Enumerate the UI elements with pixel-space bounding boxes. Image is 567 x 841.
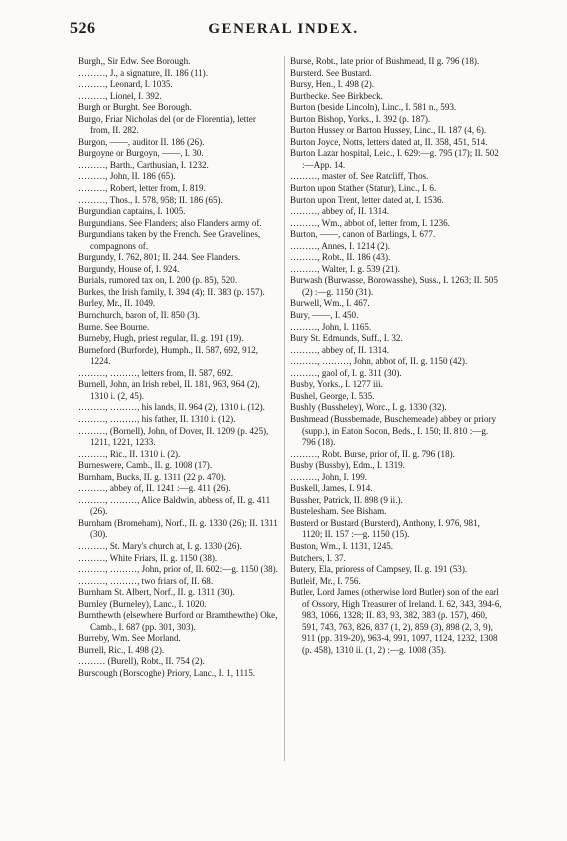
index-entry: ………, ………, two friars of, II. 68. bbox=[78, 575, 214, 586]
index-entry: Burgundy, I. 762, 801; II. 244. See Flanders. bbox=[78, 252, 241, 263]
column-divider bbox=[284, 56, 285, 761]
index-entry: Burrell, Ric., I. 498 (2). bbox=[78, 644, 165, 655]
index-entry: Burnham St. Albert, Norf., II. g. 1311 (30). bbox=[78, 587, 235, 598]
index-entry: Burtbecke. See Birkbeck. bbox=[290, 90, 383, 101]
index-entry: ………, Walter, I. g. 539 (21). bbox=[290, 263, 400, 274]
index-entry: Bushly (Bussheley), Worc., I. g. 1330 (32). bbox=[290, 402, 447, 413]
index-entry: ………, J., a signature, II. 186 (11). bbox=[78, 67, 208, 78]
index-entry: ………, abbey of, II. 1241 :—g. 411 (26). bbox=[78, 483, 231, 494]
index-entry: ………, Wm., abbot of, letter from, I. 1236. bbox=[290, 217, 450, 228]
index-entry: ………, ………, John, abbot of, II. g. 1150 (42). bbox=[290, 356, 468, 367]
index-entry: ………, ………, John, prior of, II. 602:—g. 1150 (38). bbox=[78, 564, 278, 575]
index-entry: Buskell, James, I. 914. bbox=[290, 483, 373, 494]
index-entry: ………, master of. See Ratcliff, Thos. bbox=[290, 171, 429, 182]
index-entry: Burnthewth (elsewhere Burford or Bramthewthe) Oke, Camb., I. 687 (pp. 301, 303). bbox=[78, 610, 278, 632]
index-entry: Burneby, Hugh, priest regular, II. g. 191 (19). bbox=[78, 333, 244, 344]
index-entry: Burton Joyce, Notts, letters dated at, II. 358, 451, 514. bbox=[290, 136, 488, 147]
index-entry: Busby (Bussby), Edm., I. 1319. bbox=[290, 460, 405, 471]
index-entry: Burton upon Trent, letter dated at, I. 1536. bbox=[290, 194, 444, 205]
index-entry: ………, ………, Alice Baldwin, abbess of, II. g. 411 (26). bbox=[78, 494, 271, 517]
index-entry: Burton Bishop, Yorks., I. 392 (p. 187). bbox=[290, 113, 431, 124]
index-entry: Burwell, Wm., I. 467. bbox=[290, 298, 370, 309]
index-entry: ………, gaol of, I. g. 311 (30). bbox=[290, 367, 402, 378]
index-entry: Burton upon Stather (Statur), Linc., I. 6. bbox=[290, 183, 437, 194]
index-entry: Burgundians. See Flanders; also Flanders army of. bbox=[78, 217, 262, 228]
index-entry: Bussher, Patrick, II. 898 (9 ii.). bbox=[290, 494, 403, 505]
index-entry: Buston, Wm., I. 1131, 1245. bbox=[290, 540, 394, 551]
index-entry: Bursterd. See Bustard. bbox=[290, 67, 372, 78]
index-entry: ………, John, II. 186 (65). bbox=[78, 171, 176, 182]
page-number: 526 bbox=[70, 20, 96, 37]
index-entry: Burgundians taken by the French. See Gravelines, compagnons of. bbox=[78, 229, 261, 251]
index-entry: Burley, Mr., II. 1049. bbox=[78, 298, 156, 309]
index-entry: ………, Ric., II. 1310 i. (2). bbox=[78, 448, 181, 459]
index-entry: Burnchurch, baron of, II. 850 (3). bbox=[78, 310, 200, 321]
index-entry: Burton Hussey or Barton Hussey, Linc., II. 187 (4, 6). bbox=[290, 125, 487, 136]
index-entry: Burton (beside Lincoln), Linc., I. 581 n., 593. bbox=[290, 102, 457, 113]
index-entry: ………, Thos., I. 578, 958; II. 186 (65). bbox=[78, 194, 223, 205]
index-entry: Burgon, ——, auditor II. 186 (26). bbox=[78, 136, 205, 147]
index-entry: Bursy, Hen., I. 498 (2). bbox=[290, 79, 375, 90]
index-entry: Burgh,, Sir Edw. See Borough. bbox=[78, 56, 191, 66]
index-entry: Burgh or Burght. See Borough. bbox=[78, 102, 192, 113]
index-entry: ………, ………, his lands, II. 964 (2), 1310 i. (12). bbox=[78, 402, 265, 413]
index-entry: ……… (Burell), Robt., II. 754 (2). bbox=[78, 656, 205, 667]
index-entry: Bustelesham. See Bisham. bbox=[290, 506, 387, 517]
index-entry: Bushmead (Bussbemade, Buschemeade) abbey or priory (supp.), in Eaton Socon, Beds., I. 150; II. 810 :—g. 796 (18). bbox=[290, 413, 497, 448]
index-entry: ………, John, I. 1165. bbox=[290, 321, 372, 332]
index-entry: ………, (Bornell), John, of Dover, II. 1209 (p. 425), 1211, 1221, 1233. bbox=[78, 425, 269, 448]
index-entry: Burnley (Burneley), Lanc., I. 1020. bbox=[78, 598, 207, 609]
index-entry: Butchers, I. 37. bbox=[290, 552, 346, 563]
index-entry: ………, Robert, letter from, I. 819. bbox=[78, 183, 206, 194]
index-entry: Burreby, Wm. See Morland. bbox=[78, 633, 181, 644]
index-entry: ………, Robt., II. 186 (43). bbox=[290, 252, 391, 263]
index-entry: ………, Lionel, I. 392. bbox=[78, 90, 162, 101]
index-entry: Bushel, George, I. 535. bbox=[290, 390, 375, 401]
index-entry: Burneswere, Camb., II. g. 1008 (17). bbox=[78, 460, 213, 471]
index-entry: Bury St. Edmunds, Suff., I. 32. bbox=[290, 333, 403, 344]
index-entry: Burse, Robt., late prior of Bushmead, II g. 796 (18). bbox=[290, 56, 480, 66]
index-entry: Burnham, Bucks, II. g. 1311 (22 p. 470). bbox=[78, 471, 226, 482]
index-entry: ………, Leonard, I. 1035. bbox=[78, 79, 173, 90]
index-entry: ………, abbey of, II. 1314. bbox=[290, 206, 390, 217]
index-entry: ………, abbey of, II. 1314. bbox=[290, 344, 390, 355]
index-entry: ………, Barth., Carthusian, I. 1232. bbox=[78, 159, 209, 170]
index-entry: ………, John, I. 199. bbox=[290, 471, 368, 482]
index-entry: Burne. See Bourne. bbox=[78, 321, 150, 332]
index-entry: Busterd or Bustard (Bursterd), Anthony, I. 976, 981, 1120; II. 157 :—g. 1150 (15). bbox=[290, 517, 480, 540]
index-entry: Burgundy, House of, I. 924. bbox=[78, 263, 180, 274]
index-entry: Bury, ——, I. 450. bbox=[290, 310, 359, 321]
page-title: GENERAL INDEX. bbox=[208, 21, 359, 37]
index-entry: Burials, rumored tax on, I. 200 (p. 85), 520. bbox=[78, 275, 238, 286]
index-entry: ………, St. Mary's church at, I. g. 1330 (26). bbox=[78, 540, 242, 551]
index-entry: Busby, Yorks., I. 1277 iii. bbox=[290, 379, 383, 390]
index-column-right bbox=[290, 56, 502, 656]
index-entry: Burnell, John, an Irish rebel, II. 181, 963, 964 (2), 1310 i. (2, 45). bbox=[78, 379, 260, 401]
index-entry: Burneford (Burforde), Humph., II. 587, 692, 912, 1224. bbox=[78, 344, 259, 367]
index-entry: Butery, Ela, prioress of Campsey, II. g. 191 (53). bbox=[290, 564, 468, 575]
index-entry: Burgo, Friar Nicholas del (or de Florentia), letter from, II. 282. bbox=[78, 113, 256, 136]
index-entry: ………, White Friars, II. g. 1150 (38). bbox=[78, 552, 218, 563]
index-entry: Burscough (Borscoghe) Priory, Lanc., I. 1, 1115. bbox=[78, 667, 256, 678]
index-entry: Burton, ——, canon of Barlings, I. 677. bbox=[290, 229, 436, 240]
index-column-left bbox=[78, 56, 278, 680]
index-entry: Butler, Lord James (otherwise lord Butler) son of the earl of Ossory, High Treasurer of Ireland. I. 62, 343, 394-6, 983, 1066, 1328; II. 83, 93, 382, 383 (p. 157), 460, 591, 743, 763, 826, 837 (1, 2), 859 (3), 898 (2, 3, 9), 911 (pp. 319-20), 963-4, 991, 1097, 1124, 1232, 1308 (p. 458), 1310 ii. (1, 2) :—g. 1008 (35). bbox=[290, 587, 502, 655]
index-entry: ………, ………, letters from, II. 587, 692. bbox=[78, 367, 234, 378]
index-entry: Burgoyne or Burgoyn, ——, I. 30. bbox=[78, 148, 204, 159]
index-entry: Burkes, the Irish family, I. 394 (4); II. 383 (p. 157). bbox=[78, 286, 265, 297]
page-header bbox=[0, 20, 567, 42]
index-entry: Burton Lazar hospital, Leic., I. 629:—g. 795 (17); II. 502 :—App. 14. bbox=[290, 148, 499, 170]
index-entry: Burnham (Bromeham), Norf., II. g. 1330 (26); II. 1311 (30). bbox=[78, 517, 278, 540]
index-entry: ………, Robt. Burse, prior of, II. g. 796 (18). bbox=[290, 448, 455, 459]
index-entry: Butleif, Mr., I. 756. bbox=[290, 575, 361, 586]
index-entry: ………, Annes, I. 1214 (2). bbox=[290, 240, 391, 251]
index-entry: ………, ………, his father, II. 1310 i. (12). bbox=[78, 413, 236, 424]
index-entry: Burgundian captains, I. 1005. bbox=[78, 206, 186, 217]
index-entry: Burwash (Burwasse, Borowasshe), Suss., I. 1263; II. 505 (2) :—g. 1150 (31). bbox=[290, 275, 498, 297]
